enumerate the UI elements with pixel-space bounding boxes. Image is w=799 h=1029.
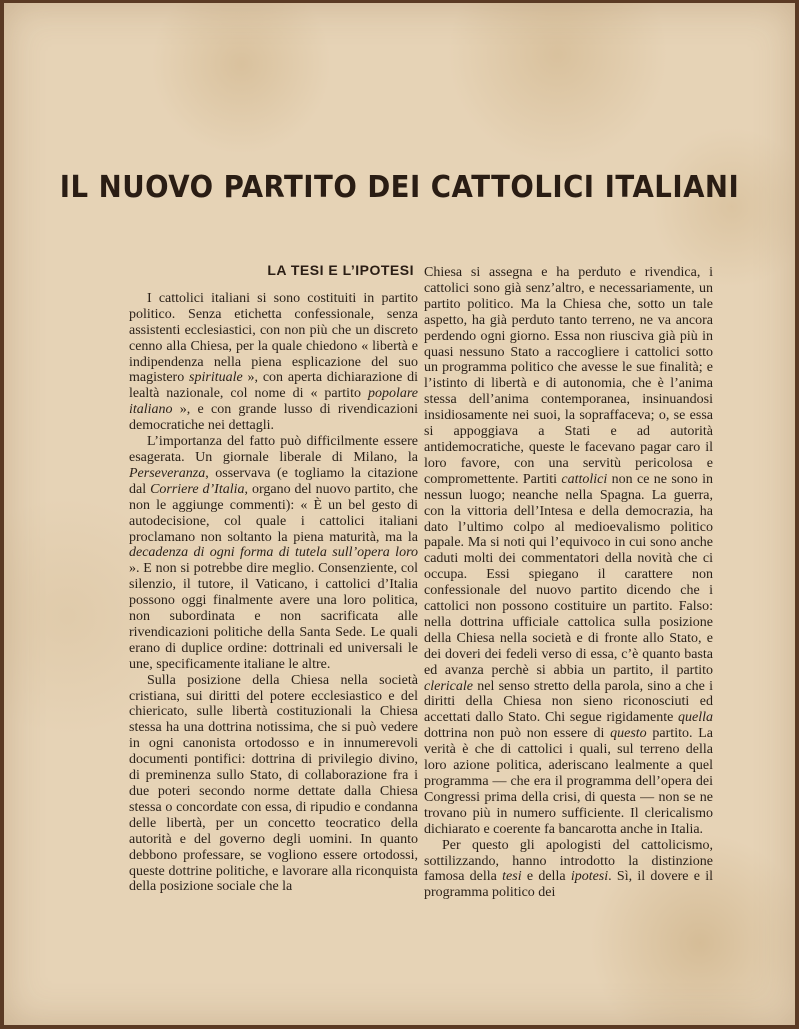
article-title: IL NUOVO PARTITO DEI CATTOLICI ITALIANI <box>59 170 740 205</box>
left-column <box>129 263 418 903</box>
paragraph: Chiesa si assegna e ha perduto e rivendica, i cattolici sono già senz’altro, e necessariamente, un partito politico. Ma la Chiesa che, sotto un tale aspetto, ha già perduto tanto terreno, ne va ancora perdendo ogni giorno. Essa non riusciva già più in quasi nessuno Stato a raccogliere i cattolici sotto un programma politico che avesse le sue finalità; e l’istinto di libertà e di autonomia, che è l’anima stessa dell’anima contemporanea, insinuandosi insidiosamente nei suoi, la sopraffaceva; o, se essa si appoggiava a Stati e ad autorità antidemocratiche, queste le facevano pagar caro il loro favore, con una servitù pericolosa e compromettente. Partiti cattolici non ce ne sono in nessun luogo; neanche nella Spagna. La guerra, con la vittoria dell’Intesa e della democrazia, ha dato l’ultimo colpo al medioevalismo politico papale. Ma si noti qui l’equivoco in cui sono anche caduti molti dei commentatori della novità che ci occupa. Essi spiegano il carattere non confessionale del nuovo partito dicendo che i cattolici non possono costituire un partito. Falso: nella dottrina ufficiale cattolica sulla posizione della Chiesa nella società e di fronte allo Stato, e dei doveri dei fedeli verso di essa, c’è quanto basta ed avanza perchè si abbia un partito, il partito clericale nel senso stretto della parola, sino a che i diritti della Chiesa non sieno riconosciuti ed accettati dallo Stato. Chi segue rigidamente quella dottrina non può non essere di questo partito. La verità è che di cattolici i quali, sul terreno della loro azione politica, aderiscano lealmente a quel programma — che era il programma dell’opera dei Congressi prima della crisi, di questa — non se ne trovano più in numero sufficiente. Il clericalismo dichiarato e coerente fa bancarotta anche in Italia. <box>424 265 713 837</box>
document-page <box>4 3 795 1025</box>
paragraph: I cattolici italiani si sono costituiti in partito politico. Senza etichetta confessionale, senza assistenti ecclesiastici, con non più che un discreto cenno alla Chiesa, per la quale chiedono « libertà e indipendenza nella piena esplicazione del suo magistero spirituale », con aperta dichiarazione di lealtà nazionale, col nome di « partito popolare italiano », e con grande lusso di rivendicazioni democratiche nei dettagli. <box>129 290 418 434</box>
right-column <box>424 265 713 905</box>
paragraph: L’importanza del fatto può difficilmente essere esagerata. Un giornale liberale di Milano, la Perseveranza, osservava (e togliamo la citazione dal Corriere d’Italia, organo del nuovo partito, che non le aggiunge commenti): « È un bel gesto di autodecisione, col quale i cattolici italiani proclamano non soltanto la piena maturità, ma la decadenza di ogni forma di tutela sull’opera loro ». E non si potrebbe dire meglio. Consenziente, col silenzio, il tutore, il Vaticano, i cattolici d’Italia possono oggi finalmente avere una loro politica, non subordinata e non sacrificata alle rivendicazioni politiche della Santa Sede. Le quali erano di duplice ordine: dottrinali ed universali le une, specificamente italiane le altre. <box>129 434 418 672</box>
paragraph: Sulla posizione della Chiesa nella società cristiana, sui diritti del potere ecclesiastico e del chiericato, sulle libertà costituzionali la Chiesa stessa ha una dottrina notissima, che si può vedere in ogni canonista ortodosso e in innumerevoli documenti pontifici: dottrina di privilegio divino, di preminenza sullo Stato, di collaborazione fra i due poteri secondo norme dettate dalla Chiesa stessa o concordate con essa, di ripudio e condanna delle libertà, per un concetto teocratico della autorità e del governo degli uomini. In quanto debbono professare, se vogliono essere ortodossi, queste dottrine politiche, e lavorare alla riconquista della posizione sociale che la <box>129 672 418 895</box>
section-heading: LA TESI E L’IPOTESI <box>267 263 414 278</box>
paragraph: Per questo gli apologisti del cattolicismo, sottilizzando, hanno introdotto la distinzione famosa della tesi e della ipotesi. Sì, il dovere e il programma politico dei <box>424 837 713 901</box>
